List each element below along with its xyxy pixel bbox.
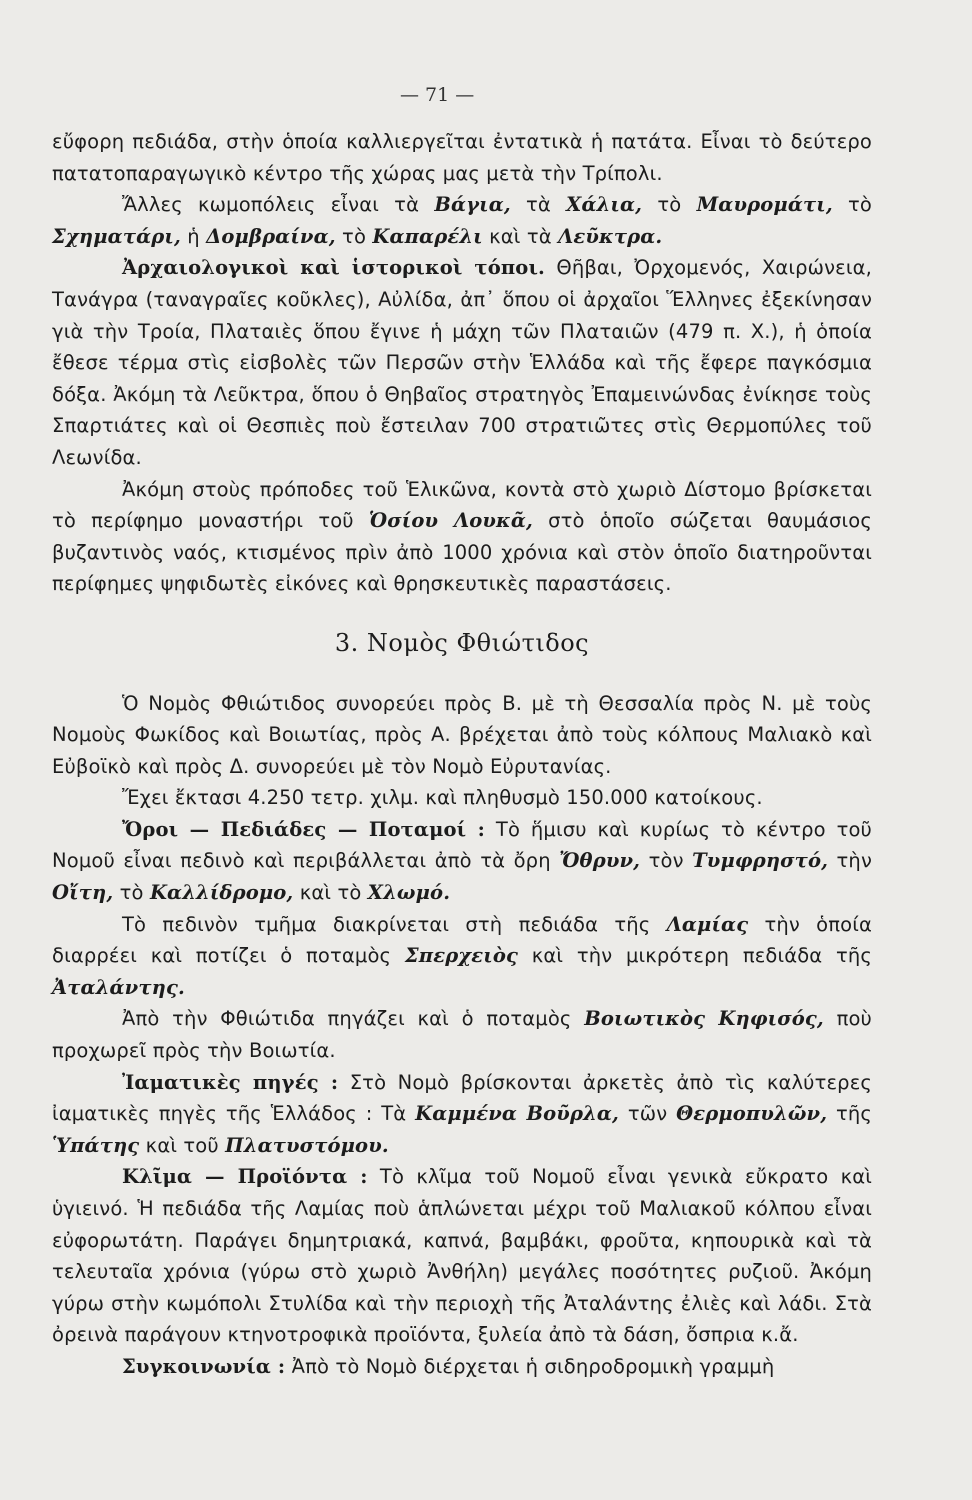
place-name: Καλλίδρομο, [149, 881, 294, 905]
paragraph: Τὸ πεδινὸν τμῆμα διακρίνεται στὴ πεδιάδα τῆς Λαμίας τὴν ὁποία διαρρέει καὶ ποτίζει ὁ ποταμὸς Σπερχειὸς καὶ τὴν μικρότερη πεδιάδα τῆς Ἀταλάντης. [52, 912, 872, 999]
paragraph-heading: Κλῖμα — Προϊόντα : [122, 1165, 368, 1189]
place-name: Χάλια, [566, 193, 643, 217]
place-name: Καπαρέλι [372, 224, 483, 248]
paragraph-heading: Συγκοινωνία : [122, 1354, 286, 1378]
place-name: Δομβραίνα, [206, 224, 336, 248]
place-name: Χλωμό. [367, 881, 451, 905]
paragraph: Ἄλλες κωμοπόλεις εἶναι τὰ Βάγια, τὰ Χάλια, τὸ Μαυρομάτι, τὸ Σχηματάρι, ἡ Δομβραίνα, τὸ Καπαρέλι καὶ τὰ Λεῦκτρα. [52, 193, 872, 248]
page-body [52, 126, 872, 1383]
paragraph-heading: Ἰαματικὲς πηγές : [122, 1070, 339, 1094]
place-name: Λεῦκτρα. [558, 224, 663, 248]
place-name: Πλατυστόμου. [225, 1133, 389, 1157]
place-name: Βάγια, [434, 193, 511, 217]
paragraph: Ἀρχαιολογικοὶ καὶ ἱστορικοὶ τόποι. Θῆβαι, Ὀρχομενός, Χαιρώνεια, Τανάγρα (ταναγραῖες κοῦκλες), Αὐλίδα, ἀπ᾽ ὅπου οἱ ἀρχαῖοι Ἕλληνες ἐξεκίνησαν γιὰ τὴν Τροία, Πλαταιὲς ὅπου ἔγινε ἡ μάχη τῶν Πλαταιῶν (479 π. Χ.), ἡ ὁποία ἔθεσε τέρμα στὶς εἰσβολὲς τῶν Περσῶν στὴν Ἑλλάδα καὶ τῆς ἔφερε παγκόσμια δόξα. Ἀκόμη τὰ Λεῦκτρα, ὅπου ὁ Θηβαῖος στρατηγὸς Ἐπαμεινώνδας ἐνίκησε τοὺς Σπαρτιάτες καὶ οἱ Θεσπιὲς ποὺ ἔστειλαν 700 στρατιῶτες στὶς Θερμοπύλες τοῦ Λεωνίδα. [52, 256, 872, 469]
paragraph: Κλῖμα — Προϊόντα : Τὸ κλῖμα τοῦ Νομοῦ εἶναι γενικὰ εὔκρατο καὶ ὑγιεινό. Ἡ πεδιάδα τῆς Λαμίας ποὺ ἁπλώνεται μέχρι τοῦ Μαλιακοῦ κόλπου εἶναι εὐφορωτάτη. Παράγει δημητριακά, καπνά, βαμβάκι, φροῦτα, κηπουρικὰ καὶ τὰ τελευταῖα χρόνια (γύρω στὸ χωριὸ Ἀνθήλη) μεγάλες ποσότητες ρυζιοῦ. Ἀκόμη γύρω στὴν κωμόπολι Στυλίδα καὶ τὴν περιοχὴ τῆς Ἀταλάντης ἐλιὲς καὶ λάδι. Στὰ ὀρεινὰ παράγουν κτηνοτροφικὰ προϊόντα, ξυλεία ἀπὸ τὰ δάση, ὄσπρια κ.ἄ. [52, 1165, 872, 1347]
paragraph: Ὄροι — Πεδιάδες — Ποταμοί : Τὸ ἥμισυ καὶ κυρίως τὸ κέντρο τοῦ Νομοῦ εἶναι πεδινὸ καὶ περιβάλλεται ἀπὸ τὰ ὄρη Ὄθρυν, τὸν Τυμφρηστό, τὴν Οἴτη, τὸ Καλλίδρομο, καὶ τὸ Χλωμό. [52, 817, 872, 905]
paragraph-heading: Ἀρχαιολογικοὶ καὶ ἱστορικοὶ τόποι. [122, 256, 545, 280]
paragraph-heading: Ὄροι — Πεδιάδες — Ποταμοί : [122, 817, 486, 841]
paragraph: Ἰαματικὲς πηγές : Στὸ Νομὸ βρίσκονται ἀρκετὲς ἀπὸ τὶς καλύτερες ἰαματικὲς πηγὲς τῆς Ἑλλάδος : Τὰ Καμμένα Βοῦρλα, τῶν Θερμοπυλῶν, τῆς Ὑπάτης καὶ τοῦ Πλατυστόμου. [52, 1070, 872, 1157]
paragraph: Ἀπὸ τὴν Φθιώτιδα πηγάζει καὶ ὁ ποταμὸς Βοιωτικὸς Κηφισός, ποὺ προχωρεῖ πρὸς τὴν Βοιωτία. [52, 1007, 872, 1063]
place-name: Λαμίας [666, 912, 749, 936]
paragraph: Ἀκόμη στοὺς πρόποδες τοῦ Ἑλικῶνα, κοντὰ στὸ χωριὸ Δίστομο βρίσκεται τὸ περίφημο μοναστήρι τοῦ Ὁσίου Λουκᾶ, στὸ ὁποῖο σώζεται θαυμάσιος βυζαντινὸς ναός, κτισμένος πρὶν ἀπὸ 1000 χρόνια καὶ στὸν ὁποῖο διατηροῦνται περίφημες ψηφιδωτὲς εἰκόνες καὶ θρησκευτικὲς παραστάσεις. [52, 477, 872, 596]
paragraph: Ἔχει ἔκτασι 4.250 τετρ. χιλμ. καὶ πληθυσμὸ 150.000 κατοίκους. [122, 786, 763, 810]
place-name: Ὑπάτης [52, 1133, 140, 1157]
place-name: Μαυρομάτι, [696, 193, 833, 217]
place-name: Τυμφρηστό, [692, 849, 829, 873]
place-name: Βοιωτικὸς Κηφισός, [584, 1007, 824, 1031]
place-name: Θερμοπυλῶν, [676, 1102, 828, 1126]
place-name: Ὄθρυν, [559, 849, 641, 873]
paragraph: εὔφορη πεδιάδα, στὴν ὁποία καλλιεργεῖται ἐντατικὰ ἡ πατάτα. Εἶναι τὸ δεύτερο πατατοπαραγωγικὸ κέντρο τῆς χώρας μας μετὰ τὴν Τρίπολι. [52, 130, 872, 185]
section-title: 3. Νομὸς Φθιώτιδος [334, 628, 590, 657]
place-name: Καμμένα Βοῦρλα, [415, 1102, 619, 1126]
paragraph: Ὁ Νομὸς Φθιώτιδος συνορεύει πρὸς Β. μὲ τὴ Θεσσαλία πρὸς Ν. μὲ τοὺς Νομοὺς Φωκίδος καὶ Βοιωτίας, πρὸς Α. βρέχεται ἀπὸ τοὺς κόλπους Μαλιακὸ καὶ Εὐβοϊκὸ καὶ πρὸς Δ. συνορεύει μὲ τὸν Νομὸ Εὐρυτανίας. [52, 691, 872, 778]
place-name: Σπερχειὸς [404, 944, 519, 968]
place-name: Οἴτη, [52, 881, 114, 905]
place-name: Ἀταλάντης. [52, 975, 185, 999]
place-name: Σχηματάρι, [52, 224, 181, 248]
place-name: Ὁσίου Λουκᾶ, [368, 509, 533, 533]
paragraph: Συγκοινωνία : Ἀπὸ τὸ Νομὸ διέρχεται ἡ σιδηροδρομικὴ γραμμὴ [122, 1354, 775, 1378]
page-number: — 71 — [400, 84, 475, 106]
